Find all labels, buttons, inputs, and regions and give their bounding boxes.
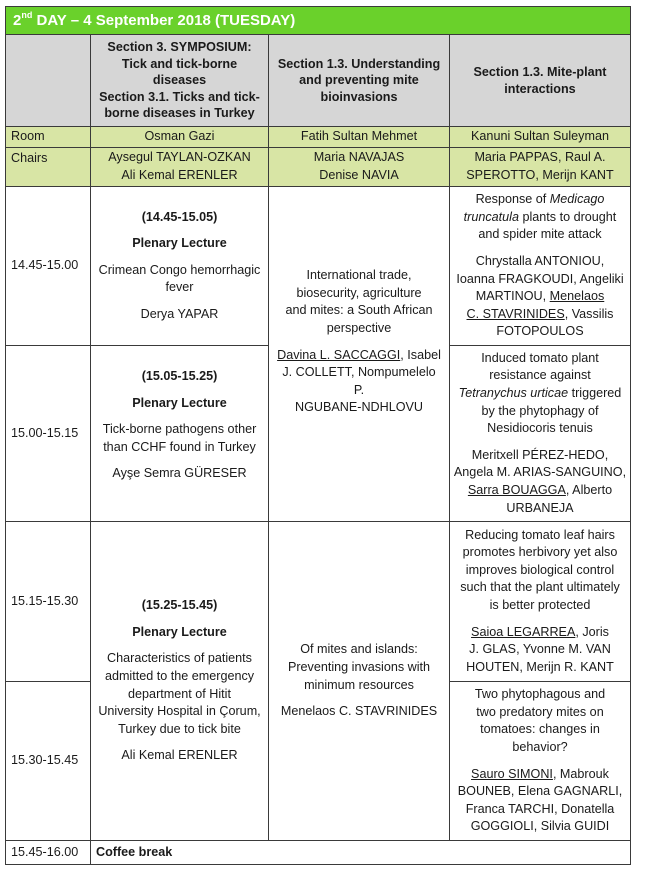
chairs-label: Chairs (6, 148, 91, 187)
chairs-col4: Maria PAPPAS, Raul A. SPEROTTO, Merijn KANT (450, 148, 631, 187)
room-col2: Osman Gazi (91, 127, 269, 148)
room-col3: Fatih Sultan Mehmet (269, 127, 450, 148)
bioinvasion-talk-1: International trade, biosecurity, agriculture and mites: a South African perspective Davina L. SACCAGGI, Isabel J. COLLETT, Nompumelelo P. NGUBANE-NDHLOVU (269, 187, 450, 522)
day-title: 2nd DAY – 4 September 2018 (TUESDAY) (6, 7, 631, 35)
schedule-sheet (5, 6, 630, 865)
room-col4: Kanuni Sultan Suleyman (450, 127, 631, 148)
mite-plant-talk-2: Induced tomato plant resistance against Tetranychus urticae triggered by the phytophagy of Nesidiocoris tenuis Meritxell PÉREZ-HEDO, Angela M. ARIAS-SANGUINO, Sarra BOUAGGA, Alberto URBANEJA (450, 346, 631, 522)
plenary-lecture-2: (15.05-15.25) Plenary Lecture Tick-borne pathogens other than CCHF found in Turkey Ayşe Semra GÜRESER (91, 346, 269, 522)
mite-plant-talk-4: Two phytophagous and two predatory mites on tomatoes: changes in behavior? Sauro SIMONI, Mabrouk BOUNEB, Elena GAGNARLI, Franca TARCHI, Donatella GOGGIOLI, Silvia GUIDI (450, 682, 631, 841)
plenary-lecture-3: (15.25-15.45) Plenary Lecture Characteristics of patients admitted to the emergency department of Hitit University Hospital in Çorum, Turkey due to tick bite Ali Kemal ERENLER (91, 522, 269, 841)
mite-plant-talk-3: Reducing tomato leaf hairs promotes herbivory yet also improves biological control such that the plant ultimately is better protected Saioa LEGARREA, Joris J. GLAS, Yvonne M. VAN HOUTEN, Merijn R. KANT (450, 522, 631, 682)
day-title-row (6, 7, 631, 35)
time-label: 14.45-15.00 (6, 187, 91, 346)
header-symposium: Section 3. SYMPOSIUM: Tick and tick-borne diseases Section 3.1. Ticks and tick- borne diseases in Turkey (91, 35, 269, 127)
header-row (6, 35, 631, 127)
mite-plant-talk-1: Response of Medicago truncatula plants to drought and spider mite attack Chrystalla ANTONIOU, Ioanna FRAGKOUDI, Angeliki MARTINOU, Menelaos C. STAVRINIDES, Vassilis FOTOPOULOS (450, 187, 631, 346)
time-label: 15.15-15.30 (6, 522, 91, 682)
chairs-row (6, 148, 631, 187)
chairs-col2: Aysegul TAYLAN-OZKAN Ali Kemal ERENLER (91, 148, 269, 187)
schedule-table (5, 6, 631, 865)
bioinvasion-talk-2: Of mites and islands: Preventing invasions with minimum resources Menelaos C. STAVRINIDES (269, 522, 450, 841)
coffee-row (6, 841, 631, 865)
time-label: 15.30-15.45 (6, 682, 91, 841)
room-label: Room (6, 127, 91, 148)
header-empty (6, 35, 91, 127)
plenary-lecture-1: (14.45-15.05) Plenary Lecture Crimean Congo hemorrhagic fever Derya YAPAR (91, 187, 269, 346)
slot-row-1 (6, 187, 631, 346)
room-row (6, 127, 631, 148)
header-bioinvasions: Section 1.3. Understanding and preventing mite bioinvasions (269, 35, 450, 127)
coffee-break: Coffee break (91, 841, 631, 865)
slot-row-3 (6, 522, 631, 682)
chairs-col3: Maria NAVAJAS Denise NAVIA (269, 148, 450, 187)
time-label: 15.45-16.00 (6, 841, 91, 865)
time-label: 15.00-15.15 (6, 346, 91, 522)
header-mite-plant: Section 1.3. Mite-plant interactions (450, 35, 631, 127)
